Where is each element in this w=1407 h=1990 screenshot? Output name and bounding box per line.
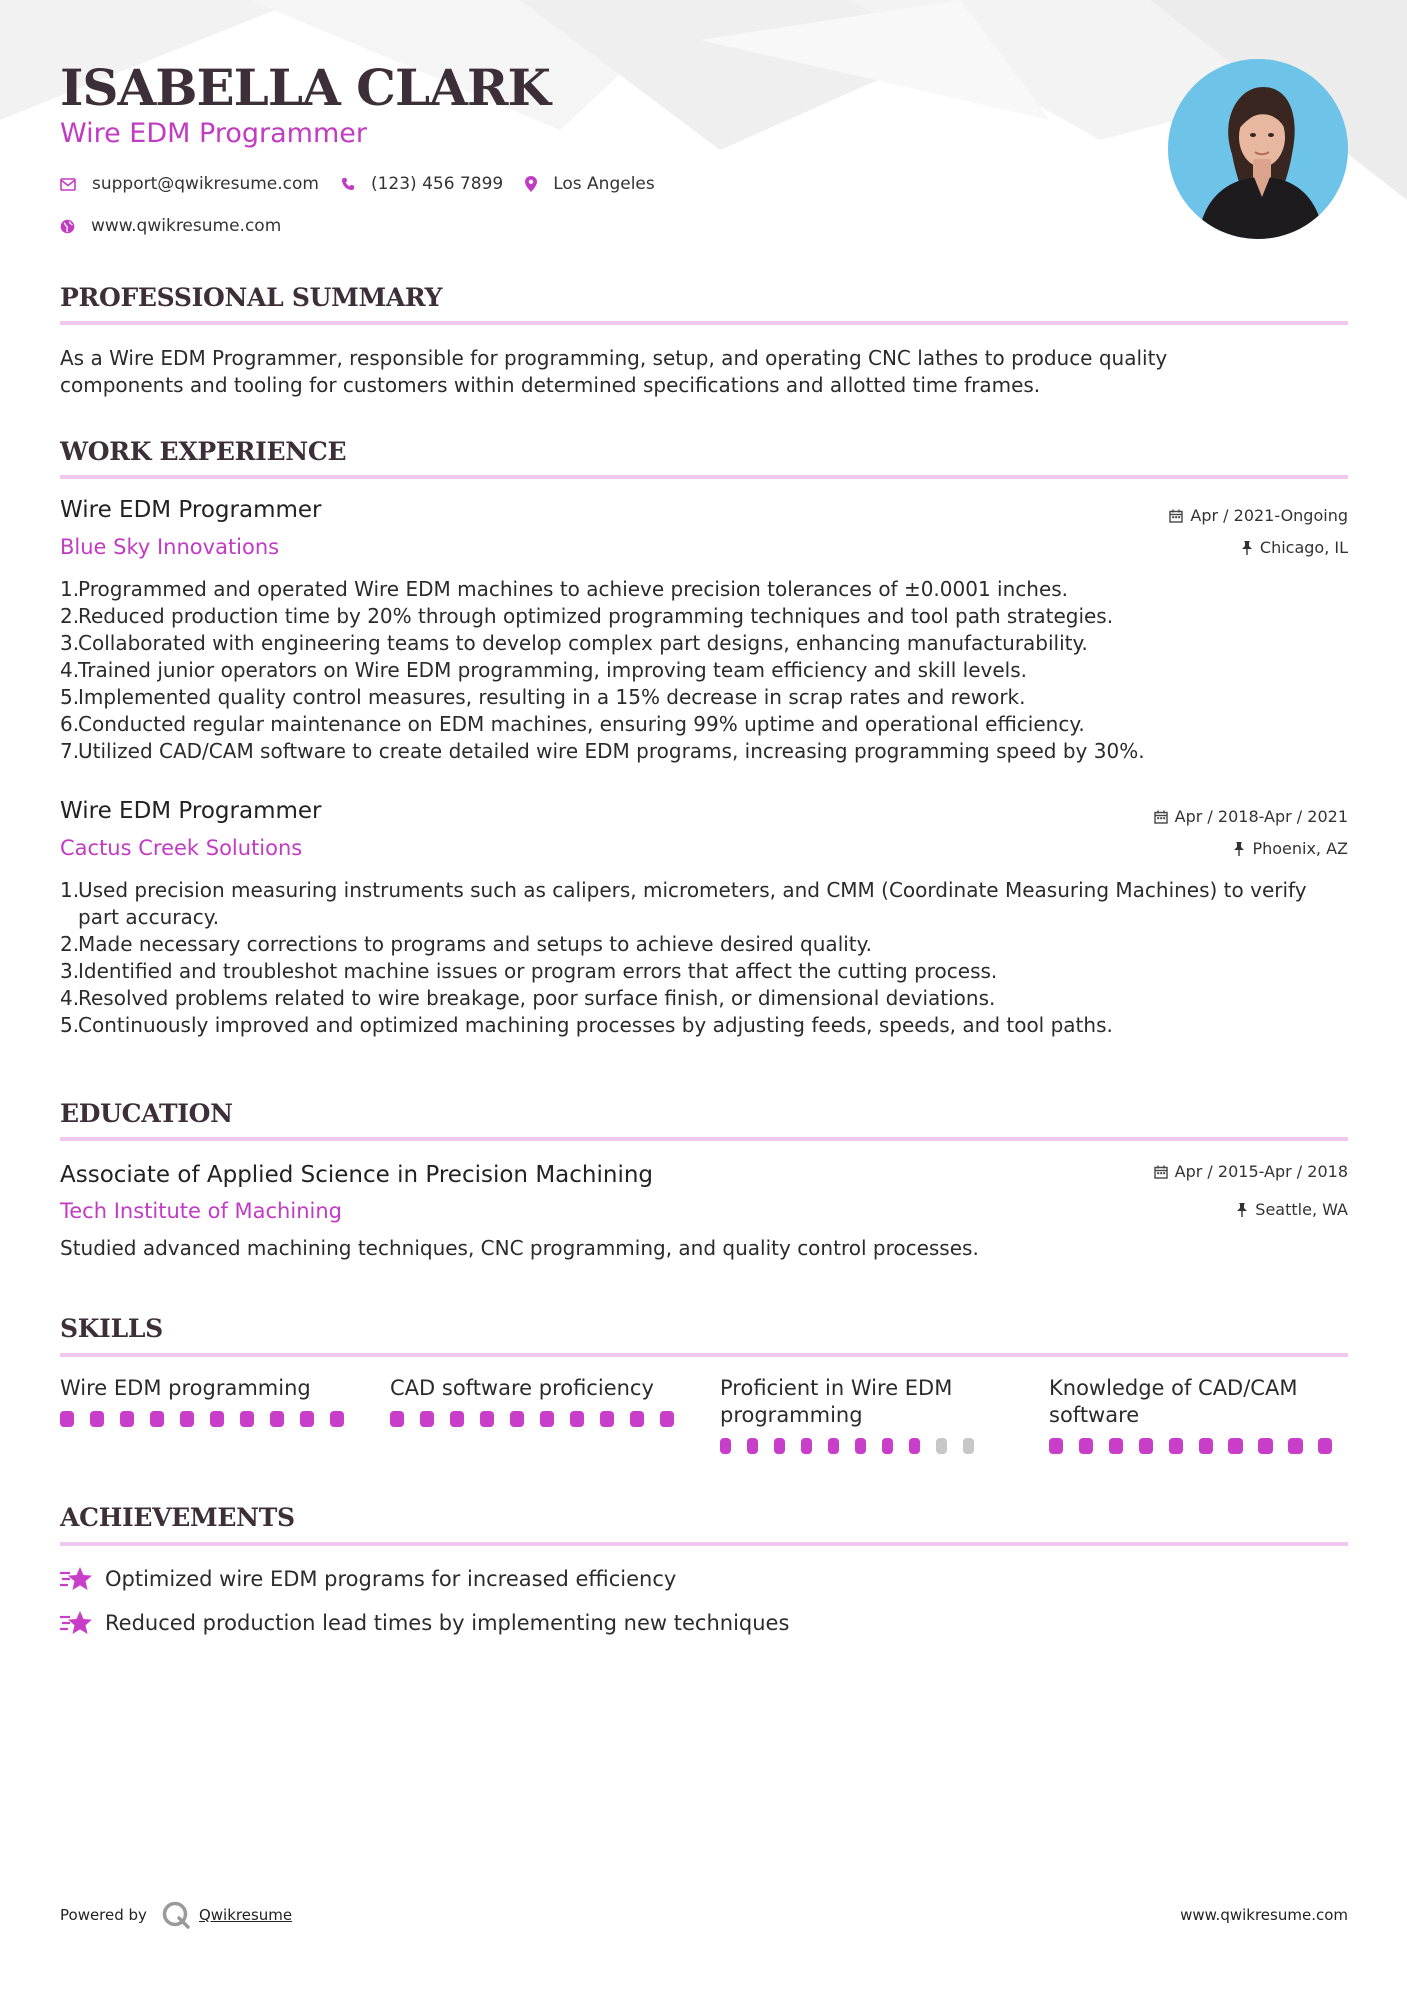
skill-item-4 (1049, 1375, 1348, 1454)
globe-icon (60, 219, 75, 234)
pushpin-icon (1236, 1203, 1248, 1217)
achievements-heading: ACHIEVEMENTS (60, 1503, 295, 1532)
contact-website[interactable] (60, 216, 281, 236)
skill-dot-filled (240, 1411, 254, 1427)
skill-rating (720, 1438, 990, 1454)
skill-dot-filled (1288, 1438, 1302, 1454)
skills-divider (60, 1353, 1348, 1357)
job-1-company: Blue Sky Innovations (60, 535, 280, 559)
profile-portrait-image (1168, 59, 1348, 239)
contact-row-secondary (60, 213, 303, 239)
calendar-icon (1154, 810, 1168, 824)
skill-dot-filled (774, 1438, 785, 1454)
job-2-dates-text: Apr / 2018-Apr / 2021 (1174, 807, 1348, 826)
skills-heading: SKILLS (60, 1314, 163, 1343)
skill-dot-filled (1049, 1438, 1063, 1454)
list-item: 1. Programmed and operated Wire EDM machines to achieve precision tolerances of ±0.0001 inches. (60, 577, 1069, 601)
experience-heading: WORK EXPERIENCE (60, 437, 347, 466)
map-pin-icon (525, 176, 537, 192)
achievements-divider (60, 1542, 1348, 1546)
job-1-responsibilities (60, 576, 1348, 765)
skill-dot-filled (210, 1411, 224, 1427)
skill-item-1 (60, 1375, 360, 1427)
skill-dot-empty (963, 1438, 974, 1454)
powered-by-label: Powered by (60, 1906, 147, 1924)
pushpin-icon (1241, 541, 1253, 555)
skill-dot-filled (1079, 1438, 1093, 1454)
achievement-text: Optimized wire EDM programs for increased efficiency (105, 1567, 677, 1591)
skill-name: CAD software proficiency (390, 1376, 654, 1400)
skill-dot-filled (828, 1438, 839, 1454)
job-2-company: Cactus Creek Solutions (60, 836, 303, 860)
skill-dot-filled (909, 1438, 920, 1454)
website-text: www.qwikresume.com (91, 216, 282, 236)
skill-dot-filled (540, 1411, 554, 1427)
education-school: Tech Institute of Machining (60, 1199, 342, 1223)
skill-rating (1049, 1438, 1348, 1454)
skill-dot-filled (1139, 1438, 1153, 1454)
job-1-location (1241, 538, 1348, 557)
skill-dot-filled (1258, 1438, 1272, 1454)
job-2-title: Wire EDM Programmer (60, 798, 322, 824)
education-location-text: Seattle, WA (1255, 1200, 1348, 1219)
education-degree: Associate of Applied Science in Precision Machining (60, 1162, 654, 1188)
skill-dot-filled (60, 1411, 74, 1427)
job-2-location (1233, 839, 1348, 858)
skill-item-2 (390, 1375, 690, 1427)
skill-name: Wire EDM programming (60, 1376, 311, 1400)
calendar-icon (1154, 1165, 1168, 1179)
skill-dot-filled (180, 1411, 194, 1427)
contact-row-primary (60, 171, 677, 197)
skill-dot-filled (600, 1411, 614, 1427)
job-1-location-text: Chicago, IL (1259, 538, 1348, 557)
education-dates-text: Apr / 2015-Apr / 2018 (1174, 1162, 1348, 1181)
skill-dot-filled (1228, 1438, 1242, 1454)
skill-dot-filled (630, 1411, 644, 1427)
list-item: 3. Collaborated with engineering teams to develop complex part designs, enhancing manufacturability. (60, 631, 1088, 655)
envelope-icon (60, 178, 76, 191)
resume-page (60, 0, 1348, 1990)
list-item: 2. Made necessary corrections to programs and setups to achieve desired quality. (60, 932, 872, 956)
skill-dot-filled (120, 1411, 134, 1427)
footer-url[interactable]: www.qwikresume.com (1180, 1906, 1348, 1924)
email-text: support@qwikresume.com (92, 174, 319, 194)
job-2-responsibilities (60, 877, 1348, 1039)
skill-dot-filled (90, 1411, 104, 1427)
job-1-title: Wire EDM Programmer (60, 497, 322, 523)
skill-dot-filled (450, 1411, 464, 1427)
calendar-icon (1169, 509, 1183, 523)
skill-dot-filled (150, 1411, 164, 1427)
footer-powered-by (60, 1900, 292, 1930)
experience-divider (60, 475, 1348, 479)
pushpin-icon (1233, 842, 1245, 856)
profile-photo (1168, 59, 1348, 239)
contact-phone[interactable] (341, 174, 503, 194)
job-2-location-text: Phoenix, AZ (1252, 839, 1348, 858)
education-location (1236, 1200, 1348, 1219)
candidate-role: Wire EDM Programmer (60, 118, 367, 149)
list-item: 3. Identified and troubleshot machine issues or program errors that affect the cutting process. (60, 959, 998, 983)
skill-dot-filled (660, 1411, 674, 1427)
skill-rating (390, 1411, 690, 1427)
skill-dot-filled (270, 1411, 284, 1427)
skill-rating (60, 1411, 360, 1427)
skill-dot-filled (570, 1411, 584, 1427)
shooting-star-icon (60, 1609, 93, 1637)
skill-item-3 (720, 1375, 990, 1454)
shooting-star-icon (60, 1565, 93, 1593)
skill-dot-filled (510, 1411, 524, 1427)
skill-dot-empty (936, 1438, 947, 1454)
skill-dot-filled (480, 1411, 494, 1427)
education-description: Studied advanced machining techniques, CNC programming, and quality control processes. (60, 1236, 979, 1260)
qwikresume-logo-icon (161, 1900, 191, 1930)
skill-dot-filled (1109, 1438, 1123, 1454)
skill-dot-filled (747, 1438, 758, 1454)
candidate-name: ISABELLA CLARK (60, 58, 550, 117)
skill-dot-filled (855, 1438, 866, 1454)
phone-text: (123) 456 7899 (370, 174, 504, 194)
list-item: 5. Implemented quality control measures, resulting in a 15% decrease in scrap rates and rework. (60, 685, 1026, 709)
skill-dot-filled (300, 1411, 314, 1427)
achievement-item-2 (60, 1609, 789, 1637)
qwikresume-link[interactable]: Qwikresume (198, 1906, 293, 1924)
list-item: 5. Continuously improved and optimized machining processes by adjusting feeds, speeds, and tool paths. (60, 1013, 1113, 1037)
skill-dot-filled (330, 1411, 344, 1427)
skill-dot-filled (720, 1438, 731, 1454)
location-text: Los Angeles (553, 174, 655, 194)
summary-heading: PROFESSIONAL SUMMARY (60, 283, 443, 312)
list-item: 7. Utilized CAD/CAM software to create detailed wire EDM programs, increasing programming speed by 30%. (60, 739, 1145, 763)
list-item: 1. Used precision measuring instruments such as calipers, micrometers, and CMM (Coordinate Measuring Machines) to verify part accuracy. (60, 878, 1307, 929)
education-dates (1154, 1162, 1348, 1181)
contact-location (525, 174, 655, 194)
skill-dot-filled (420, 1411, 434, 1427)
skill-dot-filled (390, 1411, 404, 1427)
phone-icon (341, 177, 355, 191)
achievement-item-1 (60, 1565, 676, 1593)
skill-name: Knowledge of CAD/CAM software (1049, 1376, 1298, 1427)
education-heading: EDUCATION (60, 1099, 233, 1128)
list-item: 6. Conducted regular maintenance on EDM machines, ensuring 99% uptime and operational efficiency. (60, 712, 1085, 736)
summary-text: As a Wire EDM Programmer, responsible for programming, setup, and operating CNC lathes to produce quality components and tooling for customers within determined specifications and allotted time frames. (60, 346, 1168, 397)
skill-dot-filled (1318, 1438, 1332, 1454)
job-2-dates (1154, 807, 1348, 826)
skill-dot-filled (1199, 1438, 1213, 1454)
skill-name: Proficient in Wire EDM programming (720, 1376, 953, 1427)
list-item: 4. Trained junior operators on Wire EDM programming, improving team efficiency and skill levels. (60, 658, 1028, 682)
achievement-text: Reduced production lead times by implementing new techniques (105, 1611, 790, 1635)
education-divider (60, 1137, 1348, 1141)
job-1-dates (1169, 506, 1348, 525)
contact-email[interactable] (60, 174, 319, 194)
list-item: 2. Reduced production time by 20% through optimized programming techniques and tool path strategies. (60, 604, 1114, 628)
skill-dot-filled (1169, 1438, 1183, 1454)
list-item: 4. Resolved problems related to wire breakage, poor surface finish, or dimensional deviations. (60, 986, 996, 1010)
job-1-dates-text: Apr / 2021-Ongoing (1190, 506, 1348, 525)
summary-divider (60, 321, 1348, 325)
skill-dot-filled (882, 1438, 893, 1454)
skill-dot-filled (801, 1438, 812, 1454)
